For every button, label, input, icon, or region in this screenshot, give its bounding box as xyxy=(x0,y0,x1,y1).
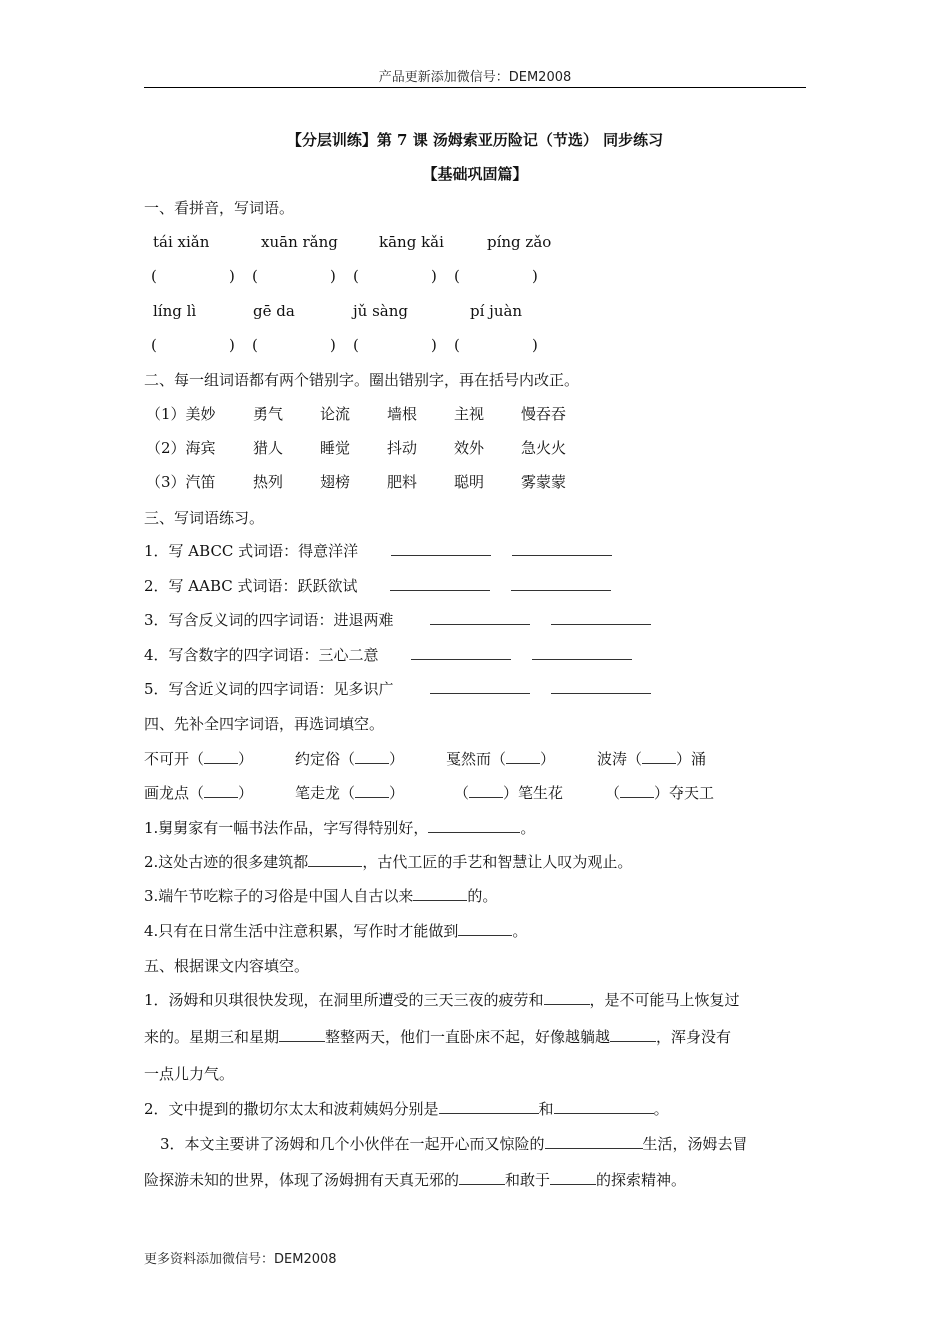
pinyin-6: gē da xyxy=(253,302,295,320)
answer-paren-open: ( xyxy=(353,267,359,285)
page-footer: 更多资料添加微信号：DEM2008 xyxy=(144,1252,337,1267)
pinyin-2: xuān rǎng xyxy=(261,233,338,251)
answer-blank[interactable] xyxy=(355,749,389,764)
paragraph-line xyxy=(144,1099,669,1119)
idiom-text: ） xyxy=(238,784,254,802)
word-item: （2）海宾 xyxy=(146,439,216,457)
answer-paren-close: ) xyxy=(330,336,336,354)
paragraph-text: ，是不可能马上恢复过 xyxy=(589,991,740,1009)
paragraph-text: 整整两天，他们一直卧床不起，好像越躺越 xyxy=(325,1028,611,1046)
idiom-item xyxy=(597,749,706,769)
answer-paren-close: ) xyxy=(431,336,437,354)
answer-blank[interactable] xyxy=(469,783,503,798)
pinyin-7: jǔ sàng xyxy=(353,302,408,320)
paragraph-line xyxy=(144,1027,731,1047)
exercise-prompt: 1．写 ABCC 式词语：得意洋洋 xyxy=(144,542,359,560)
answer-blank[interactable] xyxy=(428,818,520,833)
answer-blank[interactable] xyxy=(551,679,651,694)
idiom-text: 戛然而（ xyxy=(446,750,507,768)
word-item: 主视 xyxy=(454,405,485,423)
idiom-text: 笔走龙（ xyxy=(295,784,356,802)
sentence-text: 。 xyxy=(520,819,536,837)
word-item: （3）汽笛 xyxy=(146,473,216,491)
idiom-text: 画龙点（ xyxy=(144,784,205,802)
sentence-text: 。 xyxy=(512,922,528,940)
word-item: 热列 xyxy=(253,473,284,491)
pinyin-4: píng zǎo xyxy=(487,233,552,251)
idiom-text: ） xyxy=(389,784,405,802)
section-4-heading: 四、先补全四字词语，再选词填空。 xyxy=(144,715,385,733)
word-item: 聪明 xyxy=(454,473,485,491)
answer-blank[interactable] xyxy=(512,541,612,556)
idiom-text: ） xyxy=(540,750,556,768)
idiom-text: 约定俗（ xyxy=(295,750,356,768)
section-2-heading: 二、每一组词语都有两个错别字。圈出错别字，再在括号内改正。 xyxy=(144,371,580,389)
answer-blank[interactable] xyxy=(544,990,590,1005)
idiom-item xyxy=(605,783,714,803)
answer-blank[interactable] xyxy=(430,610,530,625)
paragraph-text: 。 xyxy=(653,1100,669,1118)
answer-blank[interactable] xyxy=(390,576,490,591)
answer-blank[interactable] xyxy=(545,1134,643,1149)
answer-blank[interactable] xyxy=(459,1170,505,1185)
answer-paren-close: ) xyxy=(229,336,235,354)
answer-blank[interactable] xyxy=(439,1099,539,1114)
sentence-text: 3.端午节吃粽子的习俗是中国人自古以来 xyxy=(144,887,414,905)
answer-paren-close: ) xyxy=(532,267,538,285)
fill-sentence xyxy=(144,818,535,838)
answer-blank[interactable] xyxy=(204,749,238,764)
answer-paren-close: ) xyxy=(330,267,336,285)
idiom-item xyxy=(295,783,404,803)
exercise-prompt: 2．写 AABC 式词语：跃跃欲试 xyxy=(144,577,358,595)
document-title: 【分层训练】第 7 课 汤姆索亚历险记（节选） 同步练习 xyxy=(286,131,664,149)
fill-sentence xyxy=(144,886,497,906)
answer-blank[interactable] xyxy=(355,783,389,798)
answer-blank[interactable] xyxy=(413,886,467,901)
sentence-text: 2.这处古迹的很多建筑都 xyxy=(144,853,309,871)
word-item: 慢吞吞 xyxy=(521,405,567,423)
answer-paren-open: ( xyxy=(151,267,157,285)
answer-blank[interactable] xyxy=(458,921,512,936)
exercise-prompt: 4．写含数字的四字词语：三心二意 xyxy=(144,646,379,664)
answer-paren-open: ( xyxy=(454,267,460,285)
answer-blank[interactable] xyxy=(610,1027,656,1042)
answer-blank[interactable] xyxy=(391,541,491,556)
answer-blank[interactable] xyxy=(551,610,651,625)
exercise-item xyxy=(144,576,611,596)
idiom-text: （ xyxy=(605,784,621,802)
section-subtitle: 【基础巩固篇】 xyxy=(422,165,528,183)
idiom-text: ） xyxy=(238,750,254,768)
section-1-heading: 一、看拼音，写词语。 xyxy=(144,199,295,217)
exercise-item xyxy=(144,610,651,630)
paragraph-text: 1．汤姆和贝琪很快发现，在洞里所遭受的三天三夜的疲劳和 xyxy=(144,991,544,1009)
exercise-prompt: 5．写含近义词的四字词语：见多识广 xyxy=(144,680,394,698)
answer-paren-open: ( xyxy=(151,336,157,354)
answer-paren-open: ( xyxy=(353,336,359,354)
idiom-item xyxy=(144,783,253,803)
section-5-heading: 五、根据课文内容填空。 xyxy=(144,957,310,975)
idiom-text: ）笔生花 xyxy=(503,784,564,802)
answer-blank[interactable] xyxy=(511,576,611,591)
answer-blank[interactable] xyxy=(279,1027,325,1042)
answer-blank[interactable] xyxy=(532,645,632,660)
page-header: 产品更新添加微信号：DEM2008 xyxy=(378,70,572,85)
pinyin-1: tái xiǎn xyxy=(153,233,210,251)
sentence-text: ，古代工匠的手艺和智慧让人叹为观止。 xyxy=(362,853,633,871)
answer-paren-close: ) xyxy=(532,336,538,354)
idiom-item xyxy=(446,749,555,769)
answer-blank[interactable] xyxy=(506,749,540,764)
exercise-prompt: 3．写含反义词的四字词语：进退两难 xyxy=(144,611,394,629)
fill-sentence xyxy=(144,852,632,872)
word-item: 雾蒙蒙 xyxy=(521,473,567,491)
answer-paren-open: ( xyxy=(454,336,460,354)
sentence-text: 1.舅舅家有一幅书法作品，字写得特别好， xyxy=(144,819,429,837)
answer-blank[interactable] xyxy=(620,783,654,798)
paragraph-text: 3．本文主要讲了汤姆和几个小伙伴在一起开心而又惊险的 xyxy=(160,1135,545,1153)
paragraph-text: 2．文中提到的撒切尔太太和波莉姨妈分别是 xyxy=(144,1100,439,1118)
paragraph-line xyxy=(144,990,740,1010)
sentence-text: 4.只有在日常生活中注意积累，写作时才能做到 xyxy=(144,922,459,940)
paragraph-text: 生活，汤姆去冒 xyxy=(642,1135,748,1153)
answer-paren-close: ) xyxy=(229,267,235,285)
paragraph-text: 险探游未知的世界，体现了汤姆拥有天真无邪的 xyxy=(144,1171,460,1189)
paragraph-line: 一点儿力气。 xyxy=(144,1065,235,1083)
fill-sentence xyxy=(144,921,527,941)
paragraph-line xyxy=(160,1134,748,1154)
word-item: 猎人 xyxy=(253,439,284,457)
word-item: 翅榜 xyxy=(320,473,351,491)
answer-blank[interactable] xyxy=(308,852,362,867)
word-item: 急火火 xyxy=(521,439,567,457)
pinyin-3: kāng kǎi xyxy=(379,233,444,251)
answer-blank[interactable] xyxy=(550,1170,596,1185)
section-3-heading: 三、写词语练习。 xyxy=(144,509,265,527)
answer-blank[interactable] xyxy=(554,1099,654,1114)
paragraph-text: 和敢于 xyxy=(505,1171,551,1189)
paragraph-text: 的探索精神。 xyxy=(596,1171,687,1189)
pinyin-5: líng lì xyxy=(153,302,197,320)
word-item: （1）美妙 xyxy=(146,405,216,423)
exercise-item xyxy=(144,645,632,665)
pinyin-8: pí juàn xyxy=(470,302,523,320)
answer-blank[interactable] xyxy=(430,679,530,694)
header-rule xyxy=(144,87,806,88)
word-item: 墙根 xyxy=(387,405,418,423)
word-item: 肥料 xyxy=(387,473,418,491)
paragraph-text: 和 xyxy=(538,1100,554,1118)
answer-blank[interactable] xyxy=(204,783,238,798)
idiom-text: （ xyxy=(454,784,470,802)
word-item: 效外 xyxy=(454,439,485,457)
answer-paren-open: ( xyxy=(252,336,258,354)
idiom-text: 波涛（ xyxy=(597,750,643,768)
idiom-text: ）涌 xyxy=(676,750,707,768)
exercise-item xyxy=(144,679,651,699)
sentence-text: 的。 xyxy=(467,887,498,905)
paragraph-line xyxy=(144,1170,686,1190)
word-item: 论流 xyxy=(320,405,351,423)
answer-blank[interactable] xyxy=(642,749,676,764)
word-item: 勇气 xyxy=(253,405,284,423)
paragraph-text: ，浑身没有 xyxy=(656,1028,732,1046)
idiom-text: ） xyxy=(389,750,405,768)
idiom-item xyxy=(144,749,253,769)
answer-paren-open: ( xyxy=(252,267,258,285)
idiom-item xyxy=(295,749,404,769)
answer-blank[interactable] xyxy=(411,645,511,660)
idiom-item xyxy=(454,783,563,803)
exercise-item xyxy=(144,541,612,561)
word-item: 抖动 xyxy=(387,439,418,457)
word-item: 睡觉 xyxy=(320,439,351,457)
idiom-text: ）夺天工 xyxy=(654,784,715,802)
idiom-text: 不可开（ xyxy=(144,750,205,768)
answer-paren-close: ) xyxy=(431,267,437,285)
paragraph-text: 来的。星期三和星期 xyxy=(144,1028,280,1046)
